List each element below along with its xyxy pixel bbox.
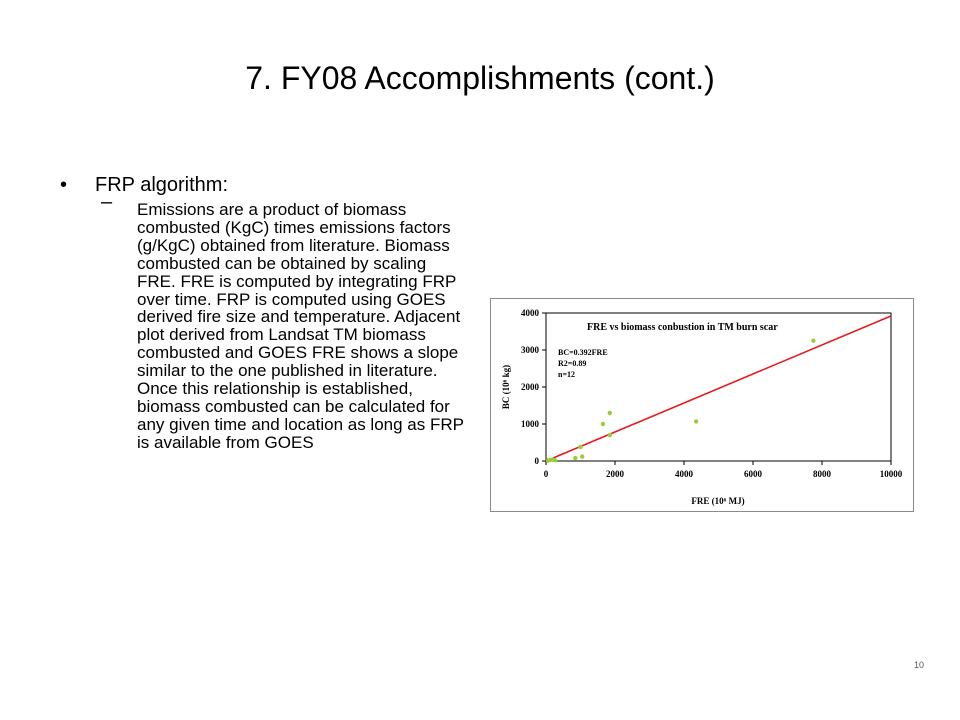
bullet-dot-icon: •: [60, 174, 68, 196]
data-point: [553, 458, 557, 462]
y-tick-label: 3000: [521, 345, 539, 355]
data-point: [608, 411, 612, 415]
sub-bullet: [101, 192, 465, 452]
y-tick-label: 1000: [521, 419, 539, 429]
data-point: [580, 454, 584, 458]
y-tick-label: 4000: [521, 308, 539, 318]
y-tick-label: 2000: [521, 382, 539, 392]
data-point: [573, 456, 577, 460]
scatter-plot: [491, 299, 913, 511]
scatter-plot-frame: [490, 298, 914, 512]
chart-title: FRE vs biomass conbustion in TM burn scar: [587, 322, 778, 333]
x-axis-label: FRE (10⁶ MJ): [691, 496, 745, 506]
data-point: [694, 419, 698, 423]
annotation-eq: BC=0.392FRE: [558, 348, 608, 357]
y-tick-label: 0: [534, 456, 539, 466]
annotation-n: n=12: [558, 370, 576, 379]
x-tick-label: 10000: [879, 469, 903, 479]
annotation-r2: R2=0.89: [558, 359, 587, 368]
x-tick-label: 8000: [813, 469, 831, 479]
slide-title: 7. FY08 Accomplishments (cont.): [245, 60, 715, 96]
x-tick-label: 4000: [675, 469, 693, 479]
data-point: [811, 339, 815, 343]
page-number: 10: [914, 660, 925, 670]
x-tick-label: 0: [543, 469, 549, 479]
data-point: [578, 445, 582, 449]
data-point: [608, 433, 612, 437]
data-point: [601, 422, 605, 426]
x-tick-label: 2000: [606, 469, 624, 479]
sub-bullet-text: Emissions are a product of biomass combusted (KgC) times emissions factors (g/KgC) obtained from literature. Biomass combusted can be obtained by scaling FRE. FRE is computed by integrating FRP over time. FRP is computed using GOES derived fire size and temperature. Adjacent plot derived from Landsat TM biomass combusted and GOES FRE shows a slope similar to the one published in literature. Once this relationship is established, biomass combusted can be calculated for any given time and location as long as FRP is available from GOES: [137, 200, 464, 452]
dash-icon: –: [101, 191, 113, 213]
x-tick-label: 6000: [744, 469, 762, 479]
bullet-label: FRP algorithm:: [95, 174, 229, 196]
y-axis-label: BC (10⁶ kg): [501, 364, 511, 410]
